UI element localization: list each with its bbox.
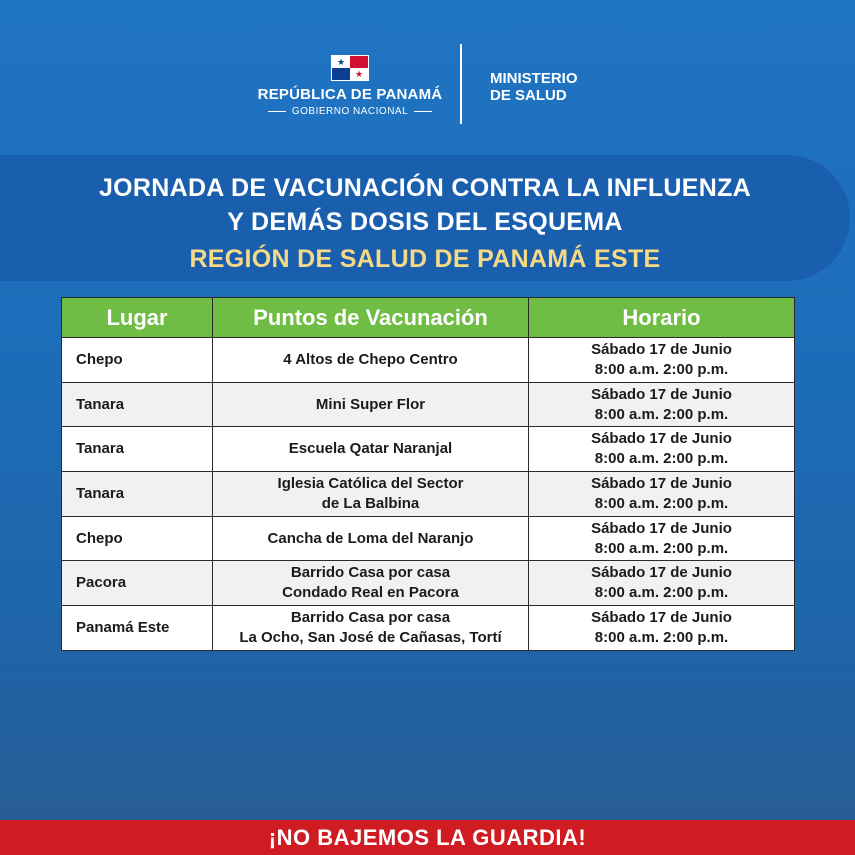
table-row (62, 338, 795, 383)
horario-cell: Sábado 17 de Junio 8:00 a.m. 2:00 p.m. (529, 561, 795, 606)
horario-cell: Sábado 17 de Junio 8:00 a.m. 2:00 p.m. (529, 382, 795, 427)
table-row (62, 516, 795, 561)
vaccination-schedule-table (61, 297, 795, 651)
lugar-cell: Tanara (62, 427, 213, 472)
punto-cell: Mini Super Flor (213, 382, 529, 427)
horario-cell: Sábado 17 de Junio 8:00 a.m. 2:00 p.m. (529, 606, 795, 651)
punto-cell: Barrido Casa por casa La Ocho, San José de Cañasas, Tortí (213, 606, 529, 651)
lugar-cell: Chepo (62, 516, 213, 561)
table-row (62, 561, 795, 606)
punto-cell: Cancha de Loma del Naranjo (213, 516, 529, 561)
ministerio-label: MINISTERIO DE SALUD (490, 70, 578, 104)
header-divider (460, 44, 462, 124)
table-row (62, 472, 795, 517)
horario-cell: Sábado 17 de Junio 8:00 a.m. 2:00 p.m. (529, 472, 795, 517)
panama-flag-icon: ★ ★ (331, 55, 369, 81)
horario-cell: Sábado 17 de Junio 8:00 a.m. 2:00 p.m. (529, 516, 795, 561)
footer-slogan: ¡NO BAJEMOS LA GUARDIA! (0, 820, 855, 855)
table-row (62, 382, 795, 427)
header (0, 0, 855, 150)
table-row (62, 606, 795, 651)
region-subtitle: REGIÓN DE SALUD DE PANAMÁ ESTE (189, 245, 661, 273)
table-row (62, 427, 795, 472)
header-horario: Horario (529, 298, 795, 338)
lugar-cell: Pacora (62, 561, 213, 606)
header-lugar: Lugar (62, 298, 213, 338)
horario-cell: Sábado 17 de Junio 8:00 a.m. 2:00 p.m. (529, 338, 795, 383)
title-line-1: JORNADA DE VACUNACIÓN CONTRA LA INFLUENZA (98, 174, 752, 202)
header-puntos: Puntos de Vacunación (213, 298, 529, 338)
title-line-2: Y DEMÁS DOSIS DEL ESQUEMA (227, 208, 623, 236)
punto-cell: Escuela Qatar Naranjal (213, 427, 529, 472)
lugar-cell: Chepo (62, 338, 213, 383)
horario-cell: Sábado 17 de Junio 8:00 a.m. 2:00 p.m. (529, 427, 795, 472)
republica-label: REPÚBLICA DE PANAMÁ (257, 86, 443, 103)
punto-cell: Barrido Casa por casa Condado Real en Pacora (213, 561, 529, 606)
lugar-cell: Tanara (62, 472, 213, 517)
table-header-row (62, 298, 795, 338)
punto-cell: Iglesia Católica del Sector de La Balbina (213, 472, 529, 517)
punto-cell: 4 Altos de Chepo Centro (213, 338, 529, 383)
lugar-cell: Panamá Este (62, 606, 213, 651)
gobierno-label: GOBIERNO NACIONAL (250, 106, 450, 117)
lugar-cell: Tanara (62, 382, 213, 427)
